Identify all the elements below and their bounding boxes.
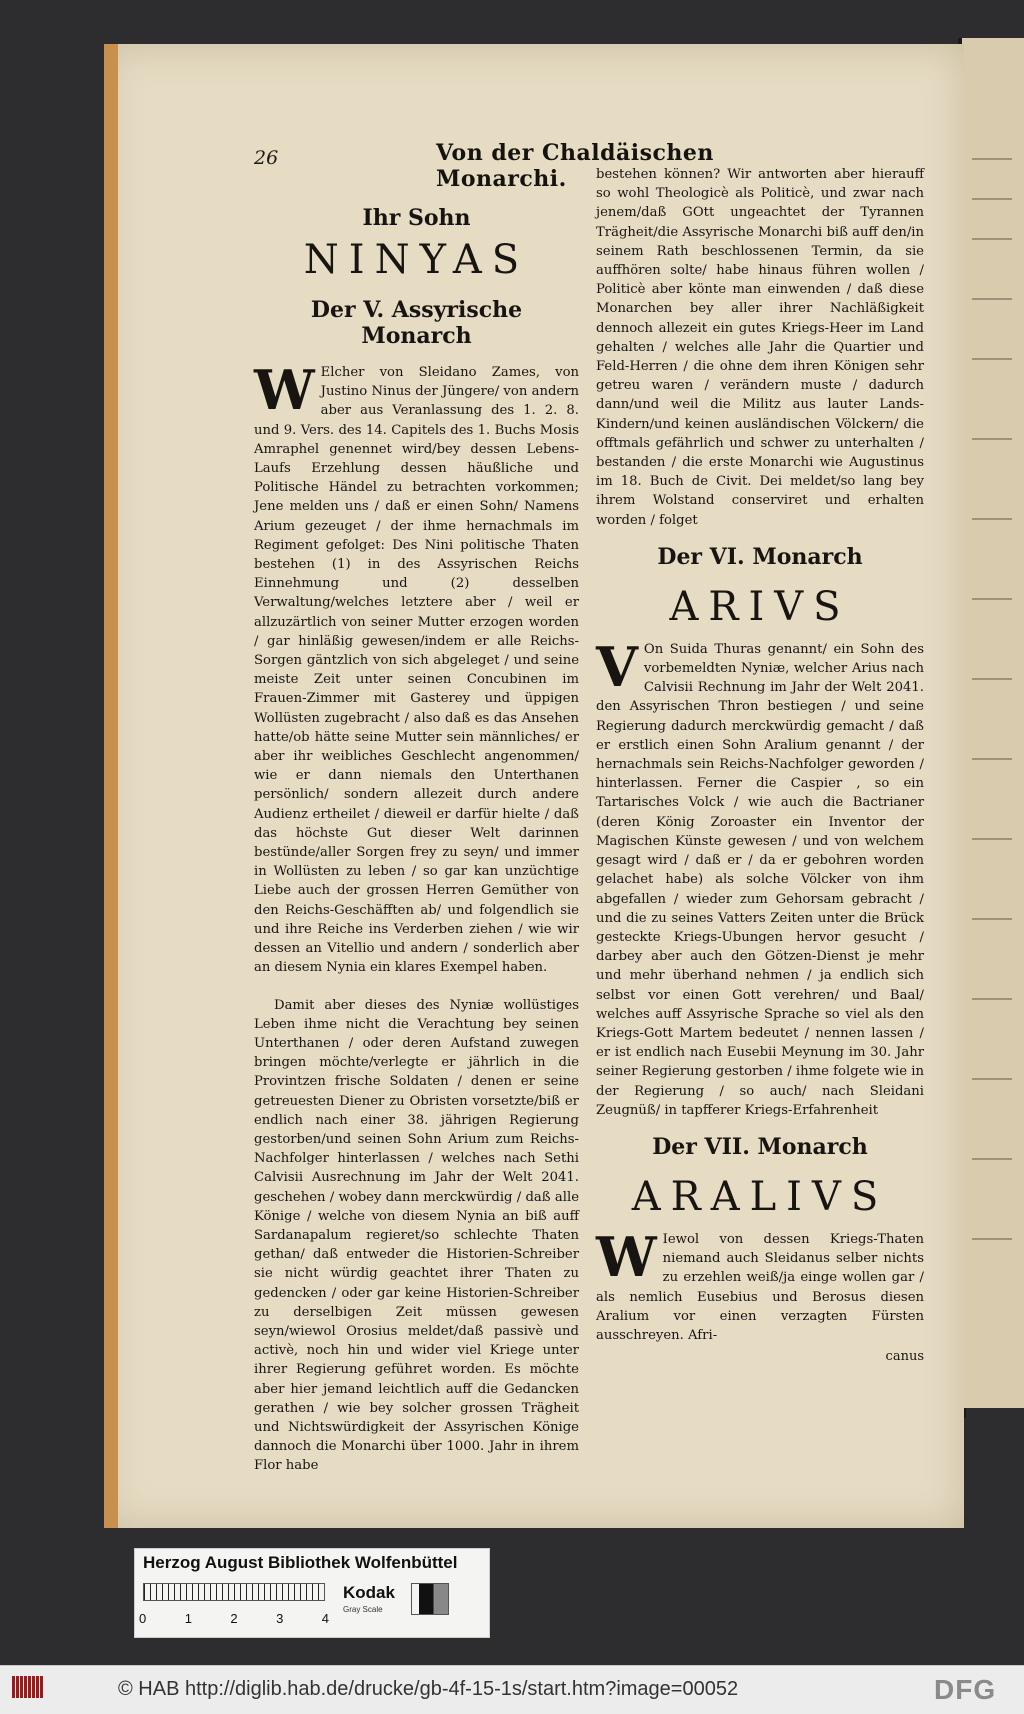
right-column bbox=[596, 165, 924, 1364]
heading-arius: ARIVS bbox=[669, 583, 851, 630]
heading-small: Ihr Sohn bbox=[362, 205, 471, 231]
aralius-paragraph bbox=[596, 1224, 924, 1345]
ninyas-text-1: Elcher von Sleidano Zames, von Justino Ninus der Jüngere/ von andern aber aus Veranlassung des 1. 2. 8. und 9. Vers. des 14. Capitels des 1. Buchs Mosis Amraphel genennet wird/bey dessen Lebens-Laufs Erzehlung dessen häußliche und Politische Händel zu betrachten vorkommen; Jene melden uns / daß er einen Sohn/ Namens Arium gezeuget / der ihme hernachmals im Regiment gefolget: Des Nini politische Thaten bestehen (1) in des Assyrischen Reichs Einnehmung und (2) desselben Verwaltung/welches letztere aber / weil er allzuzärtlich von seiner Mutter erzogen worden / gar hinläßig gewesen/indem er alle Reichs-Sorgen gäntzlich von sich abgeleget / und seine meiste Zeit unter seinen Concubinen im Frauen-Zimmer mit Gasterey und üppigen Wollüsten zugebracht / also daß es das Ansehen hatte/ob hätte seine Mutter sein männliches/ er aber ihr weibliches Geschlecht angenommen/ wie er dann niemals den Unterthanen persönlich/ sondern allezeit durch andere Audienz ertheilet / dieweil er darfür hielte / daß das höchste Gut dieser Welt darinnen bestünde/aller Sorgen frey zu seyn/ und immer in Wollüsten zu leben / so gar kan unzüchtige Liebe auch der grossen Herren Gemüther von den Reichs-Geschäfften ab/ und folgendlich sie und ihre Reiche ins Verderben ziehen / wie wir dessen an Vitellio und andern / sonderlich aber an diesem Nynia ein klares Exempel haben. bbox=[254, 365, 579, 976]
footer-bar bbox=[0, 1665, 1024, 1714]
scale-number: 2 bbox=[230, 1611, 238, 1626]
scale-number: 3 bbox=[276, 1611, 284, 1626]
library-name: Herzog August Bibliothek Wolfenbüttel bbox=[143, 1553, 458, 1572]
gray-scale-chip bbox=[411, 1583, 449, 1615]
monarch-vi-heading: Der VI. Monarch bbox=[657, 543, 863, 570]
monarch-v-heading: Der V. Assyrische Monarch bbox=[310, 297, 523, 349]
ruler-scale bbox=[143, 1583, 325, 1601]
left-column bbox=[254, 195, 579, 1484]
copyright-link[interactable]: © HAB http://diglib.hab.de/drucke/gb-4f-15-1s/start.htm?image=00052 bbox=[118, 1678, 739, 1700]
facing-page-edge bbox=[962, 38, 1024, 1408]
running-head: Von der Chaldäischen Monarchi. bbox=[436, 140, 714, 192]
hab-logo-icon bbox=[12, 1676, 48, 1704]
scale-numbers bbox=[139, 1611, 329, 1626]
heading-aralius: ARALIVS bbox=[631, 1173, 889, 1220]
arius-text: On Suida Thuras genannt/ ein Sohn des vorbemeldten Nyniæ, welcher Arius nach Calvisii Rechnung im Jahr der Welt 2041. den Assyrischen Thron bestiegen / und seine Regierung dadurch merckwürdig gemacht / daß er erstlich einen Sohn Aralium genannt / der hernachmals sein Reichs-Nachfolger geworden / hinterlassen. Ferner die Caspier , so ein Tartarisches Volck / wie auch die Bactrianer (deren König Zoroaster ein Inventor der Magischen Künste gewesen / und von welchem gesagt wird / daß er / da er gebohren worden gelachet habe) als solche Völcker von ihm abgefallen / wieder zum Gehorsam gebracht / und die zu seines Vatters Zeiten unter die Brück gesteckte Kriegs-Ubungen hervor gesucht / darbey aber auch den Götzen-Dienst je mehr und mehr überhand nehmen / ja endlich sich selbst vor einen Gott verehren/ und Baal/ welches auff Assyrische Sprache so viel als den Kriegs-Gott Martem bedeutet / nennen lassen / er ist endlich nach Eusebii Meynung im 30. Jahr seiner Regierung gestorben / ihme folgete wie in der Regierung / so auch/ nach Sleidani Zeugnüß/ in tapfferer Kriegs-Erfahrenheit bbox=[596, 641, 924, 1118]
gray-scale-label: Gray Scale bbox=[343, 1605, 383, 1614]
dropcap: W bbox=[254, 358, 315, 422]
aralius-text: Iewol von dessen Kriegs-Thaten niemand auch Sleidanus selber nichts zu erzehlen weiß/ja einge wollen gar / als nemlich Eusebius und Berosus diesen Aralium vor einen verzagten Fürsten ausschreyen. Afri- bbox=[596, 1231, 924, 1343]
ninyas-paragraph-1 bbox=[254, 358, 579, 978]
scale-number: 0 bbox=[139, 1611, 147, 1626]
arius-paragraph bbox=[596, 634, 924, 1120]
page-number: 26 bbox=[254, 147, 279, 169]
dfg-logo: DFG bbox=[934, 1674, 997, 1705]
heading-ninyas: NINYAS bbox=[303, 237, 530, 283]
continued-paragraph: bestehen können? Wir antworten aber hierauff so wohl Theologicè als Politicè, und zwar nach jenem/daß GOtt ungeachtet der Tyrannen Trägheit/die Assyrische Monarchi biß auff den/in seinem Rath beschlossenen Termin, da sie auffhören solte/ habe hinaus führen wollen / Politicè aber könte man einwenden / daß diese Monarchen bey aller ihrer Nachläßigkeit dennoch allezeit ein gutes Kriegs-Heer im Land gehalten / welches alle Jahr die Quartier und Feld-Herren / die ohne dem ihren Königen sehr getreu waren / verändern muste / dadurch dann/und weil die Militz aus lauter Lands-Kindern/und keinen ausländischen Völckern/ die offtmals gefährlich und schwer zu unterhalten / bestanden / die erste Monarchi wie Augustinus im 18. Buch de Civit. Dei meldet/so lang bey ihrem Wolstand conserviret und erhalten worden / folget bbox=[596, 167, 924, 528]
monarch-vii-heading: Der VII. Monarch bbox=[652, 1133, 868, 1160]
dropcap: V bbox=[596, 634, 638, 699]
color-calibration-card bbox=[134, 1548, 490, 1638]
scale-number: 4 bbox=[321, 1611, 329, 1626]
scale-number: 1 bbox=[184, 1611, 192, 1626]
page-edge bbox=[104, 44, 118, 1528]
kodak-label: Kodak bbox=[343, 1583, 395, 1602]
ninyas-paragraph-2: Damit aber dieses des Nyniæ wollüstiges Leben ihme nicht die Verachtung bey seinen Unterthanen / oder deren Aufstand zuwegen bringen möchte/verlegte er jährlich in die Provintzen frische Soldaten / denen er seine getreuesten Diener zu Obristen vorsetzte/biß er endlich nach einer 38. jährigen Regierung gestorben/und seinen Sohn Arium zum Reichs-Nachfolger hinterlassen / welches nach Sethi Calvisii Ausrechnung im Jahr der Welt 2041. geschehen / wobey dann merckwürdig / daß alle Könige / welche von diesem Nynia an biß auff Sardanapalum regieret/so schlechte Thaten gethan/ daß entweder die Historien-Schreiber sie nicht würdig geachtet ihrer Thaten zu gedencken / oder gar keine Historien-Schreiber zu derselbigen Zeit müssen gewesen seyn/wiewol Orosius meldet/daß passivè und activè, noch hin und wider viel Kriege unter ihrer Regierung geführet worden. Es möchte aber hier jemand leichtlich auff die Gedancken gerathen / wie bey solcher grossen Trägheit und Nichtswürdigkeit der Assyrischen Könige dannoch die Monarchi über 1000. Jahr in ihrem Flor habe bbox=[254, 997, 579, 1474]
dropcap: W bbox=[596, 1224, 657, 1289]
catchword: canus bbox=[885, 1349, 924, 1365]
